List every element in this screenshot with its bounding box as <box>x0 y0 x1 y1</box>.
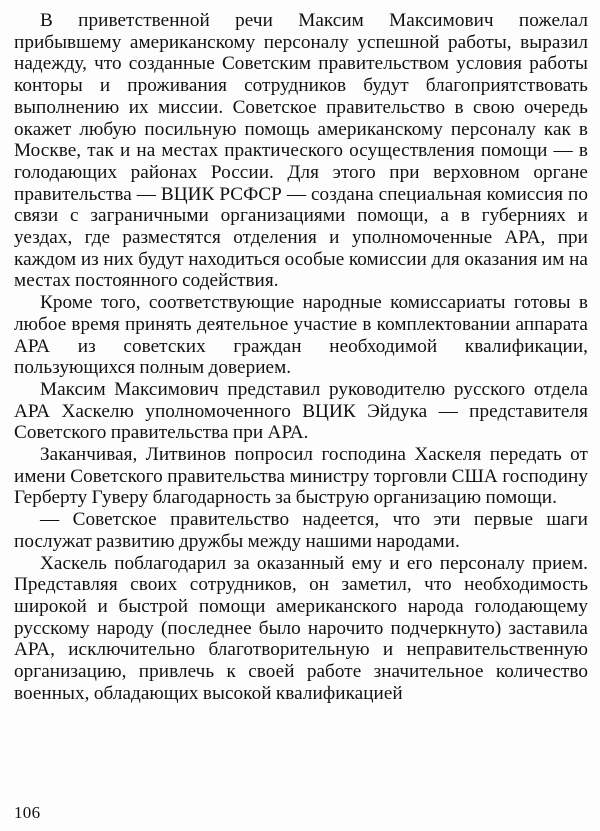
paragraph-friendship-quote: — Советское правительство надеется, что эти первые шаги послужат развитию дружбы между нашими народами. <box>14 509 588 552</box>
paragraph-introduction-eiduk: Максим Максимович представил руководителю русского отдела АРА Хаскелю уполномоченного ВЦИК Эйдука — представителя Советского правительства при АРА. <box>14 378 588 444</box>
paragraph-commissariats: Кроме того, соответствующие народные комиссариаты готовы в любое время принять деятельное участие в комплектовании аппарата АРА из советских граждан необходимой квалификации, пользующихся полным доверием. <box>14 292 588 379</box>
paragraph-haskell-reply: Хаскель поблагодарил за оказанный ему и его персоналу прием. Представляя своих сотрудников, он заметил, что необходимость широкой и быстрой помощи американского народа голодающему русскому народу (последнее было нарочито подчеркнуто) заставила АРА, исключительно благотворительную и неправительственную организацию, привлечь к своей работе значительное количество военных, обладающих высокой квалификацией <box>14 552 588 704</box>
paragraph-welcome-speech: В приветственной речи Максим Максимович пожелал прибывшему американскому персоналу успешной работы, выразил надежду, что созданные Советским правительством условия работы конторы и проживания сотрудников будут благоприятствовать выполнению их миссии. Советское правительство в свою очередь окажет любую посильную помощь американскому персоналу как в Москве, так и на местах практического осуществления помощи — в голодающих районах России. Для этого при верховном органе правительства — ВЦИК РСФСР — создана специальная комиссия по связи с заграничными организациями помощи, а в губерниях и уездах, где разместятся отделения и уполномоченные АРА, при каждом из них будут находиться особые комиссии для оказания им на местах постоянного содействия. <box>14 10 588 292</box>
body-text <box>14 10 588 705</box>
page-number: 106 <box>14 803 41 822</box>
paragraph-gratitude-hoover: Заканчивая, Литвинов попросил господина Хаскеля передать от имени Советского правительства министру торговли США господину Герберту Гуверу благодарность за быструю организацию помощи. <box>14 444 588 509</box>
